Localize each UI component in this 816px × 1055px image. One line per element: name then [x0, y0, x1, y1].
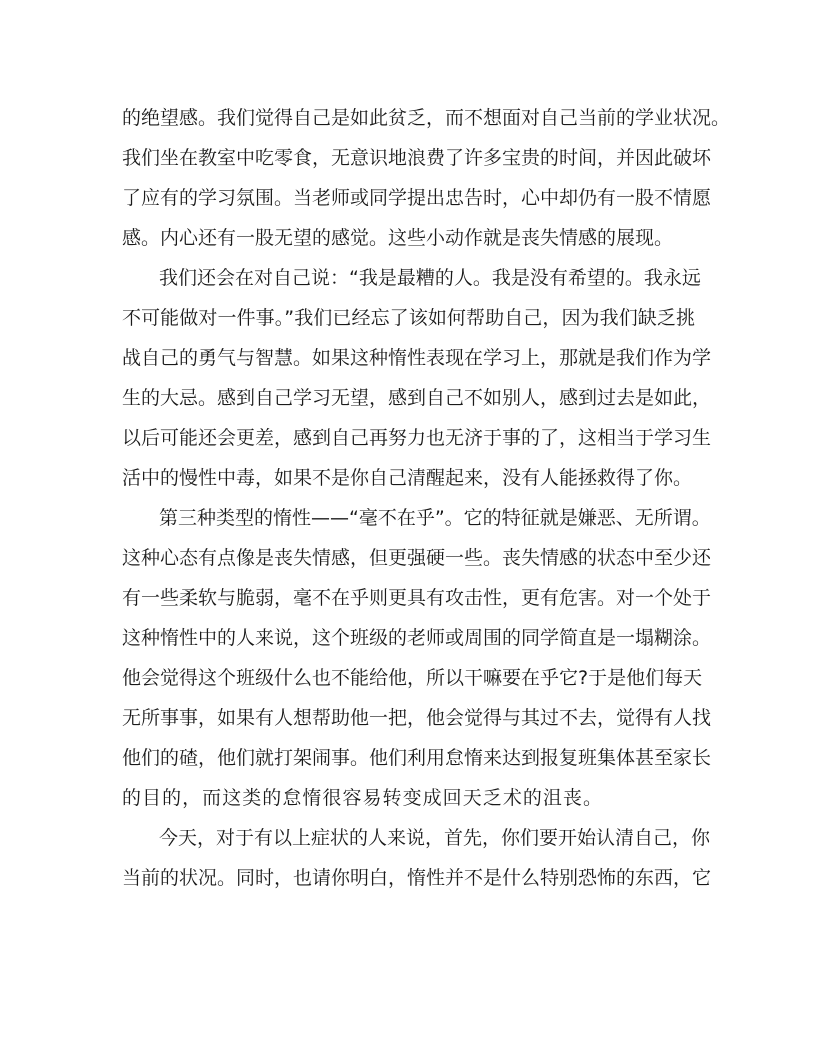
line-text: 战自己的勇气与智慧。如果这种惰性表现在学习上，那就是我们作为学 — [122, 347, 712, 369]
line-text: 今天，对于有以上症状的人来说，首先，你们要开始认清自己，你 — [159, 827, 711, 849]
line-text: 了应有的学习氛围。当老师或同学提出忠告时，心中却仍有一股不情愿 — [122, 187, 712, 209]
text-line — [0, 781, 816, 815]
line-text: 不可能做对一件事。”我们已经忘了该如何帮助自己，因为我们缺乏挑 — [122, 307, 695, 329]
text-line — [0, 181, 816, 215]
text-line — [0, 741, 816, 775]
text-line — [0, 661, 816, 695]
line-text: 他们的碴，他们就打架闹事。他们利用怠惰来达到报复班集体甚至家长 — [122, 747, 712, 769]
line-text: 活中的慢性中毒，如果不是你自己清醒起来，没有人能拯救得了你。 — [122, 467, 693, 489]
text-line — [0, 461, 816, 495]
text-line — [0, 341, 816, 375]
text-line — [0, 221, 816, 255]
line-text: 无所事事，如果有人想帮助他一把，他会觉得与其过不去，觉得有人找 — [122, 707, 712, 729]
line-text: 生的大忌。感到自己学习无望，感到自己不如别人，感到过去是如此， — [122, 387, 712, 409]
text-line — [0, 581, 816, 615]
line-text: 当前的状况。同时，也请你明白，惰性并不是什么特别恐怖的东西，它 — [122, 867, 712, 889]
text-line — [0, 141, 816, 175]
line-text: 以后可能还会更差，感到自己再努力也无济于事的了，这相当于学习生 — [122, 427, 712, 449]
line-text: 这种惰性中的人来说，这个班级的老师或周围的同学简直是一塌糊涂。 — [122, 627, 712, 649]
line-text: 的绝望感。我们觉得自己是如此贫乏，而不想面对自己当前的学业状况。 — [122, 107, 731, 129]
line-text: 我们还会在对自己说：“我是最糟的人。我是没有希望的。我永远 — [159, 267, 701, 289]
line-text: 我们坐在教室中吃零食，无意识地浪费了许多宝贵的时间，并因此破坏 — [122, 147, 712, 169]
text-line — [0, 101, 816, 135]
text-line — [0, 261, 816, 295]
text-line — [0, 421, 816, 455]
text-line — [0, 501, 816, 535]
line-text: 的目的，而这类的怠惰很容易转变成回天乏术的沮丧。 — [122, 787, 602, 809]
line-text: 第三种类型的惰性——“毫不在乎”。它的特征就是嫌恶、无所谓。 — [159, 507, 711, 529]
text-line — [0, 821, 816, 855]
line-text: 他会觉得这个班级什么也不能给他，所以干嘛要在乎它?于是他们每天 — [122, 667, 703, 689]
text-line — [0, 541, 816, 575]
line-text: 感。内心还有一股无望的感觉。这些小动作就是丧失情感的展现。 — [122, 227, 674, 249]
text-line — [0, 621, 816, 655]
text-line — [0, 701, 816, 735]
line-text: 这种心态有点像是丧失情感，但更强硬一些。丧失情感的状态中至少还 — [122, 547, 712, 569]
line-text: 有一些柔软与脆弱，毫不在乎则更具有攻击性，更有危害。对一个处于 — [122, 587, 712, 609]
text-line — [0, 381, 816, 415]
text-line — [0, 861, 816, 895]
text-line — [0, 301, 816, 335]
